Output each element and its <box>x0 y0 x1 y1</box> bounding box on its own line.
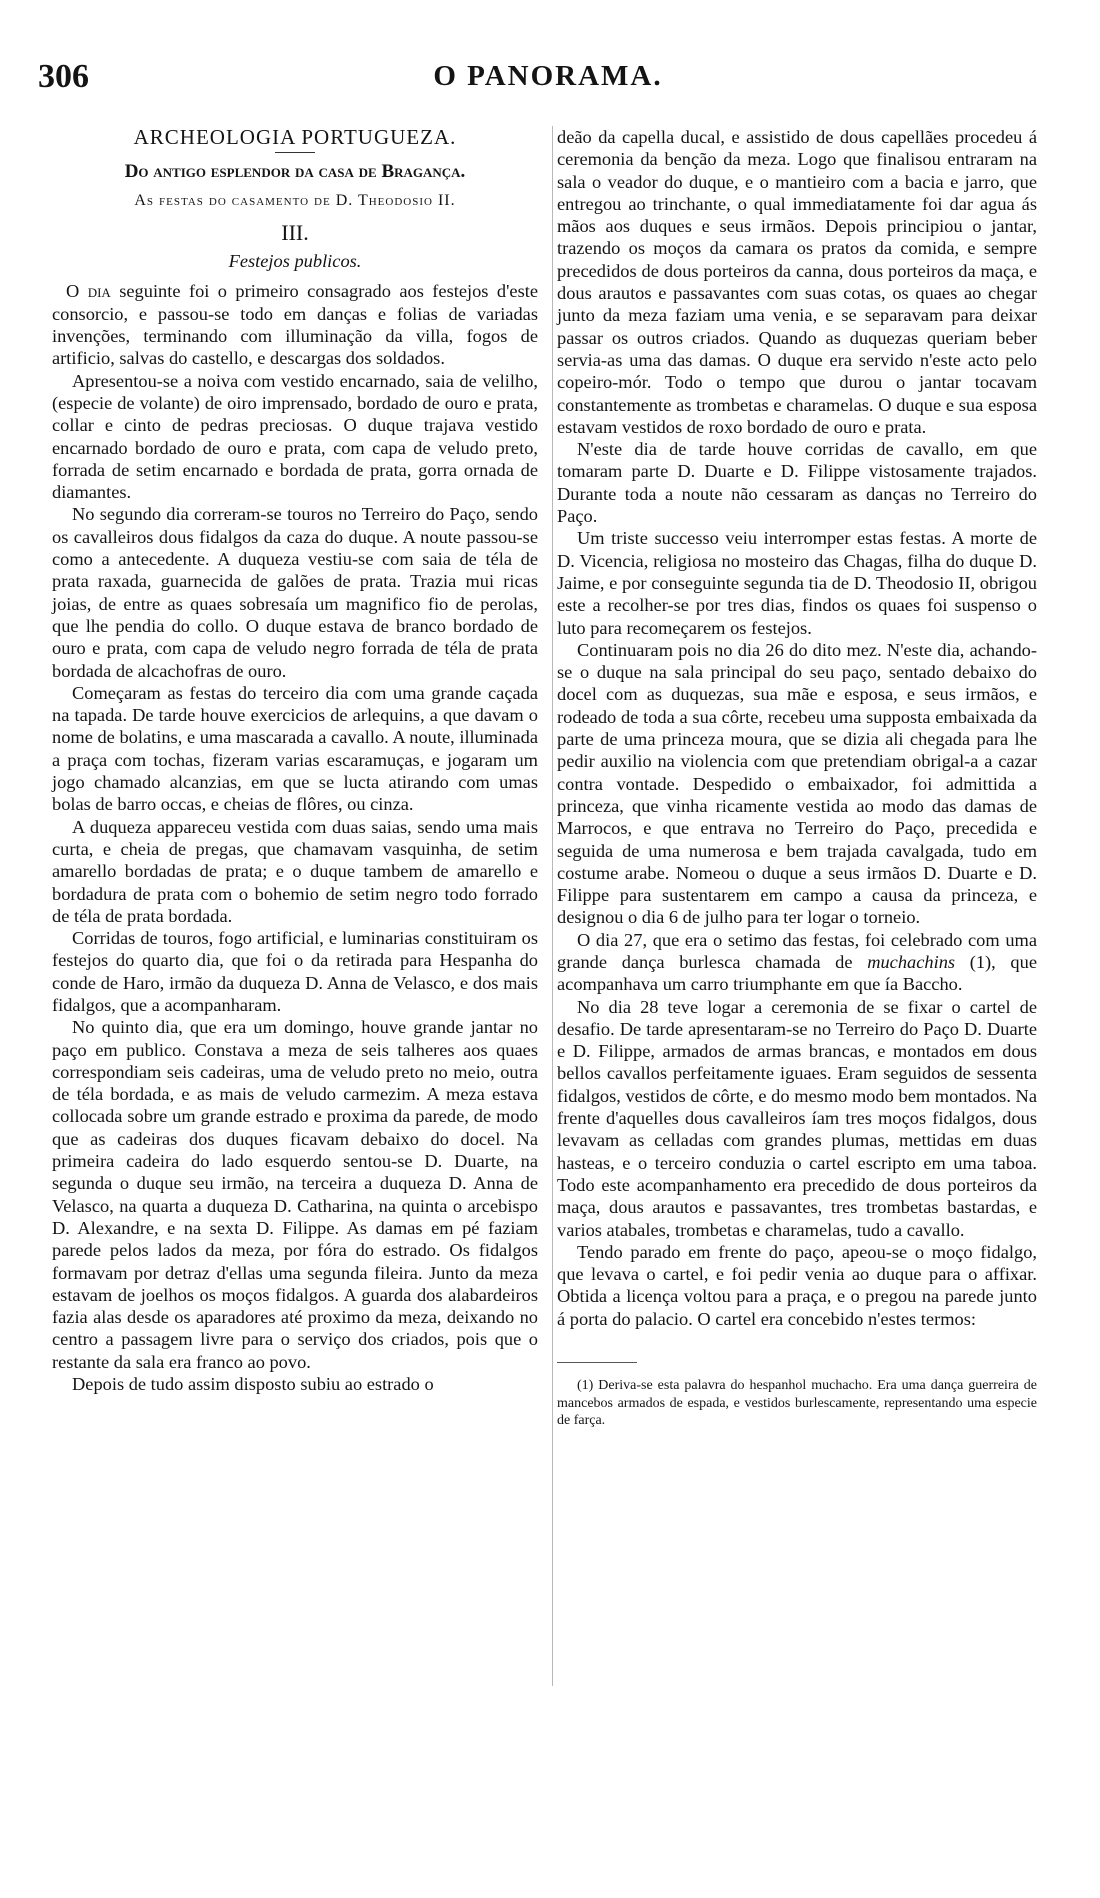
running-title: O PANORAMA. <box>433 60 663 92</box>
paragraph: A duqueza appareceu vestida com duas saias, sendo uma mais curta, e cheia de pregas, que chamavam vasquinha, de setim amarello bordadas de prata; e o duque tambem de amarello e bordadura de prata com o bohemio de setim negro todo forrado de téla de prata bordada. <box>52 816 538 926</box>
section-title: ARCHEOLOGIA PORTUGUEZA. <box>133 125 457 149</box>
paragraph: Começaram as festas do terceiro dia com uma grande caçada na tapada. De tarde houve exercicios de arlequins, a que davam o nome de bolatins, e uma mascarada a cavallo. A noute, illuminada a praça com tochas, fizeram varias escaramuças, e jogaram um jogo chamado alcanzias, em que se lucta atirando com umas bolas de barro occas, e cheias de flôres, ou cinza. <box>52 682 538 815</box>
paragraph: No segundo dia correram-se touros no Terreiro do Paço, sendo os cavalleiros dous fidalgos da caza do duque. A noute passou-se como a antecedente. A duqueza vestiu-se com saia de téla de prata raxada, guarnecida de galões de prata. Trazia mui ricas joias, de entre as quaes sobresaía um magnifico fio de perolas, que lhe pendia do collo. O duque estava de branco bordado de ouro e prata, com capa de veludo negro forrada de téla de prata bordada de alcachofras de ouro. <box>52 504 538 681</box>
paragraph: Depois de tudo assim disposto subiu ao estrado o <box>72 1374 434 1395</box>
paragraph: No quinto dia, que era um domingo, houve grande jantar no paço em publico. Constava a meza de seis talheres aos quaes correspondiam seis cadeiras, uma de veludo preto no meio, outra de téla bordada, e as mais de veludo carmezim. A meza estava collocada sobre um grande estrado e proxima da parede, de modo que as cadeiras dos duques ficavam debaixo do docel. Na primeira cadeira do lado esquerdo sentou-se D. Duarte, na segunda o duque seu irmão, na terceira a duqueza D. Anna de Velasco, na quarta a duqueza D. Catharina, na quinta o arcebispo D. Alexandre, e na sexta D. Filippe. As damas em pé faziam parede pelos lados da meza, por fóra do estrado. Os fidalgos formavam por detraz d'ellas uma segunda fileira. Junto da meza estavam de joelhos os moços fidalgos. A guarda dos alabardeiros fazia alas desde os aparadores até proximo da meza, deixando no centro a passagem livre para o serviço dos criados, pois que o restante da sala era franco ao povo. <box>52 1017 538 1372</box>
paragraph: No dia 28 teve logar a ceremonia de se fixar o cartel de desafio. De tarde apresentaram-se no Terreiro do Paço D. Duarte e D. Filippe, armados de armas brancas, e montados em dous bellos cavallos perfeitamente iguaes. Eram seguidos de sessenta fidalgos, vestidos de côrte, e do mesmo modo bem montados. Na frente d'aquelles dous cavalleiros íam tres moços fidalgos, dous levavam as celladas com grandes plumas, mettidas em duas hasteas, e o terceiro conduzia o cartel escripto em uma taboa. Todo este acompanhamento era precedido de dous porteiros da maça, dous arautos e passavantes, tres trombetas bastardas, e varios atabales, trombetas e charamelas, tudo a cavallo. <box>557 996 1037 1240</box>
article-subtitle: As festas do casamento de D. Theodosio II. <box>134 191 456 209</box>
left-column <box>52 126 538 1395</box>
page-header <box>38 58 1058 98</box>
paragraph: N'este dia de tarde houve corridas de cavallo, em que tomaram parte D. Duarte e D. Filippe vistosamente trajados. Durante toda a noute não cessaram as danças no Terreiro do Paço. <box>557 439 1037 527</box>
paragraph: Corridas de touros, fogo artificial, e luminarias constituiram os festejos do quarto dia, que foi o da retirada para Hespanha do conde de Haro, irmão da duqueza D. Anna de Velasco, e dos mais fidalgos, que a acompanharam. <box>52 928 538 1015</box>
paragraph: Apresentou-se a noiva com vestido encarnado, saia de velilho, (especie de volante) de oiro imprensado, bordado de ouro e prata, collar e cinto de pedras preciosas. O duque trajava vestido encarnado bordado de ouro e prata, com capa de veludo preto, forrada de setim encarnado e bordada de prata, gorra ornada de diamantes. <box>52 370 538 503</box>
paragraph-text: seguinte foi o primeiro consagrado aos festejos d'este consorcio, e passou-se todo em danças e folias de variadas invenções, terminando com illuminação da villa, fogos de artificio, salvas do castello, e descargas dos soldados. <box>52 281 538 369</box>
lead-word: O dia <box>66 281 111 302</box>
right-column <box>552 126 1037 1686</box>
page-number: 306 <box>38 58 89 95</box>
italic-term: muchachins <box>867 951 956 972</box>
paragraph <box>52 280 538 369</box>
paragraph-text: (1), que acompanhava um carro triumphante em que ía Baccho. <box>557 951 1037 995</box>
subheading: Festejos publicos. <box>228 251 362 272</box>
paragraph: Tendo parado em frente do paço, apeou-se o moço fidalgo, que levava o cartel, e foi pedir venia ao duque para o affixar. Obtida a licença voltou para a praça, e o pregou na parede junto á porta do palacio. O cartel era concebido n'estes termos: <box>557 1241 1037 1329</box>
footnote-divider <box>557 1362 637 1363</box>
part-number: III. <box>281 219 309 245</box>
footnote: (1) Deriva-se esta palavra do hespanhol muchacho. Era uma dança guerreira de mancebos armados de espada, e vestidos burlescamente, representando uma especie de farça. <box>557 1378 1037 1429</box>
article-title: Do antigo esplendor da casa de Bragança. <box>124 161 466 183</box>
paragraph <box>557 929 1037 996</box>
paragraph-continued: deão da capella ducal, e assistido de dous capellães procedeu á ceremonia da benção da meza. Logo que finalisou entraram na sala o veador do duque, e o mantieiro com a bacia e jarro, que entregou ao trinchante, o qual immediatamente foi dar agua ás mãos aos duques e seus irmãos. Depois principiou o jantar, trazendo os moços da camara os pratos da comida, e sempre precedidos de dous porteiros da canna, dous porteiros da maça, e dous arautos e passavantes com suas cotas, os quaes ao chegar junto da meza faziam uma venia, e se separavam para deixar passar os outros criados. Quando as duquezas queriam beber servia-as uma das damas. O duque era servido n'este acto pelo copeiro-mór. Todo o tempo que durou o jantar tocavam constantemente as trombetas e charamelas. O duque e sua esposa estavam vestidos de roxo bordado de ouro e prata. <box>557 127 1037 437</box>
paragraph: Continuaram pois no dia 26 do dito mez. N'este dia, achando-se o duque na sala principal do seu paço, sentado debaixo do docel com as duquezas, sua mãe e esposa, e seus irmãos, e rodeado de toda a sua côrte, recebeu uma supposta embaixada da parte de uma princeza moura, que se dizia ali chegada para lhe pedir auxilio na violencia com que pretendiam obrigal-a a cazar contra vontade. Despedido o embaixador, foi admittida a princeza, que vinha ricamente vestida ao modo das damas de Marrocos, e que entrava no Terreiro do Paço, precedida e seguida de uma numerosa e bem trajada cavalgada, tudo em costume arabe. Nomeou o duque a seus irmãos D. Duarte e D. Filippe para sustentarem em campo a causa da princeza, e designou o dia 6 de julho para ter logar o torneio. <box>557 639 1037 928</box>
title-divider <box>275 152 315 153</box>
paragraph: Um triste successo veiu interromper estas festas. A morte de D. Vicencia, religiosa no mosteiro das Chagas, filha do duque D. Jaime, e por conseguinte segunda tia de D. Theodosio II, obrigou este a recolher-se por tres dias, findos os quaes foi suspenso o luto para recomeçarem os festejos. <box>557 528 1037 638</box>
paragraph-text: O dia 27, que era o setimo das festas, foi celebrado com uma grande dança burlesca chamada de <box>557 929 1037 972</box>
